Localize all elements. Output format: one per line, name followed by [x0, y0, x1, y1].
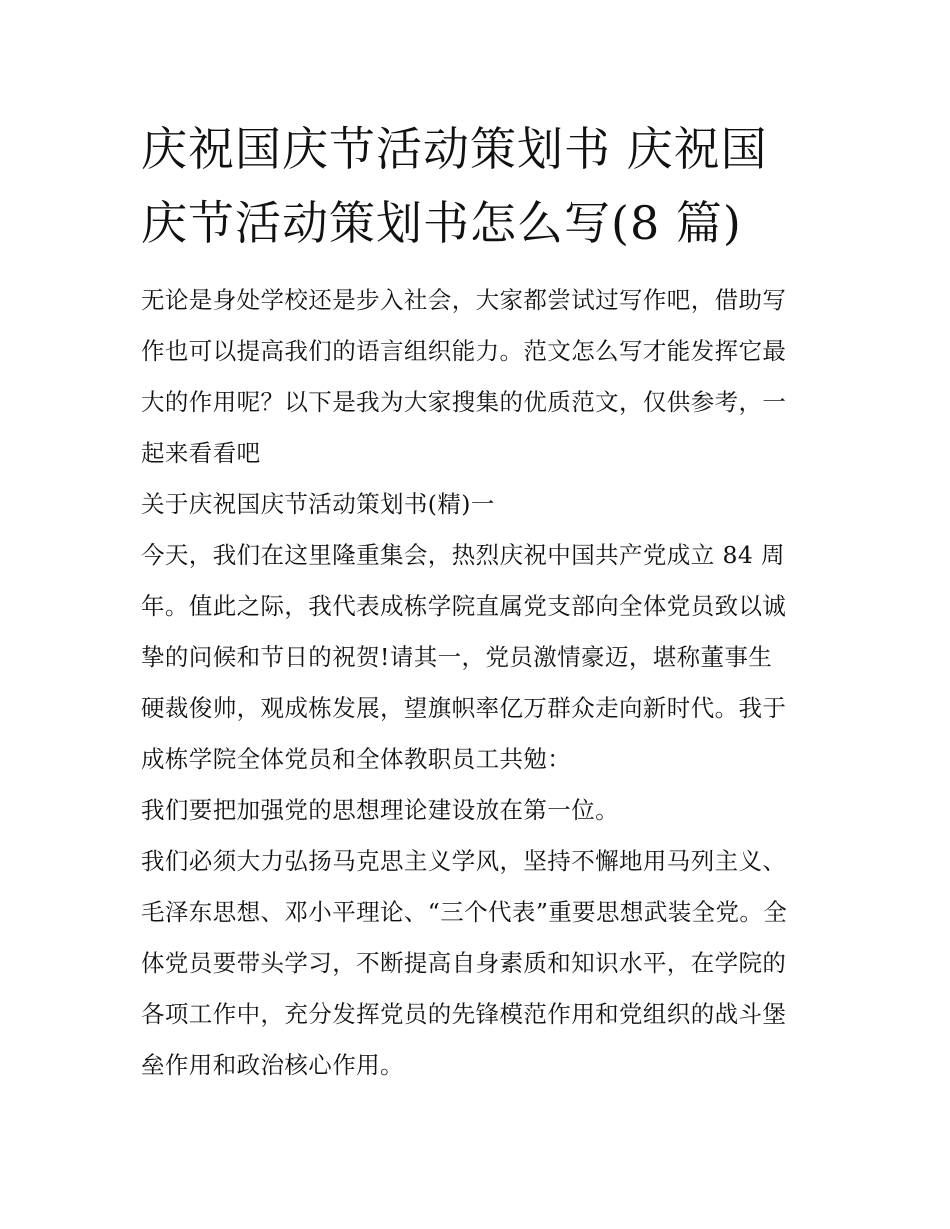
text-line: 无论是身处学校还是步入社会，大家都尝试过写作吧，借助写 — [141, 286, 787, 314]
text-line: 体党员要带头学习，不断提高自身素质和知识水平，在学院的 — [141, 949, 787, 977]
text-line: 我们要把加强党的思想理论建设放在第一位。 — [141, 796, 619, 824]
text-line: 作也可以提高我们的语言组织能力。范文怎么写才能发挥它最 — [141, 337, 787, 365]
text-line: 挚的问候和节日的祝贺!请其一，党员激情豪迈，堪称董事生 — [141, 643, 773, 671]
intro-paragraph — [141, 275, 816, 479]
text-line: 毛泽东思想、邓小平理论、“三个代表”重要思想武装全党。全 — [141, 898, 788, 926]
text-line: 年。值此之际，我代表成栋学院直属党支部向全体党员致以诚 — [141, 592, 787, 620]
text-line: 硬裁俊帅，观成栋发展，望旗帜率亿万群众走向新时代。我于 — [141, 694, 787, 722]
section-heading — [141, 479, 816, 530]
text-line: 各项工作中，充分发挥党员的先锋模范作用和党组织的战斗堡 — [141, 1000, 787, 1028]
title-line: 庆节活动策划书怎么写(8 篇) — [141, 196, 742, 250]
text-line: 成栋学院全体党员和全体教职员工共勉： — [141, 745, 572, 773]
text-line: 今天，我们在这里隆重集会，热烈庆祝中国共产党成立 84 周 — [141, 541, 785, 569]
document-title — [141, 112, 821, 260]
text-line: 垒作用和政治核心作用。 — [141, 1051, 404, 1079]
paragraph-1 — [141, 530, 816, 785]
text-line: 起来看看吧 — [141, 439, 261, 467]
paragraph-3 — [141, 836, 816, 1091]
text-line: 大的作用呢？以下是我为大家搜集的优质范文，仅供参考，一 — [141, 388, 787, 416]
paragraph-2 — [141, 785, 816, 836]
text-line: 关于庆祝国庆节活动策划书(精)一 — [141, 490, 495, 518]
title-line: 庆祝国庆节活动策划书 庆祝国 — [141, 122, 768, 176]
text-line: 我们必须大力弘扬马克思主义学风，坚持不懈地用马列主义、 — [141, 847, 787, 875]
